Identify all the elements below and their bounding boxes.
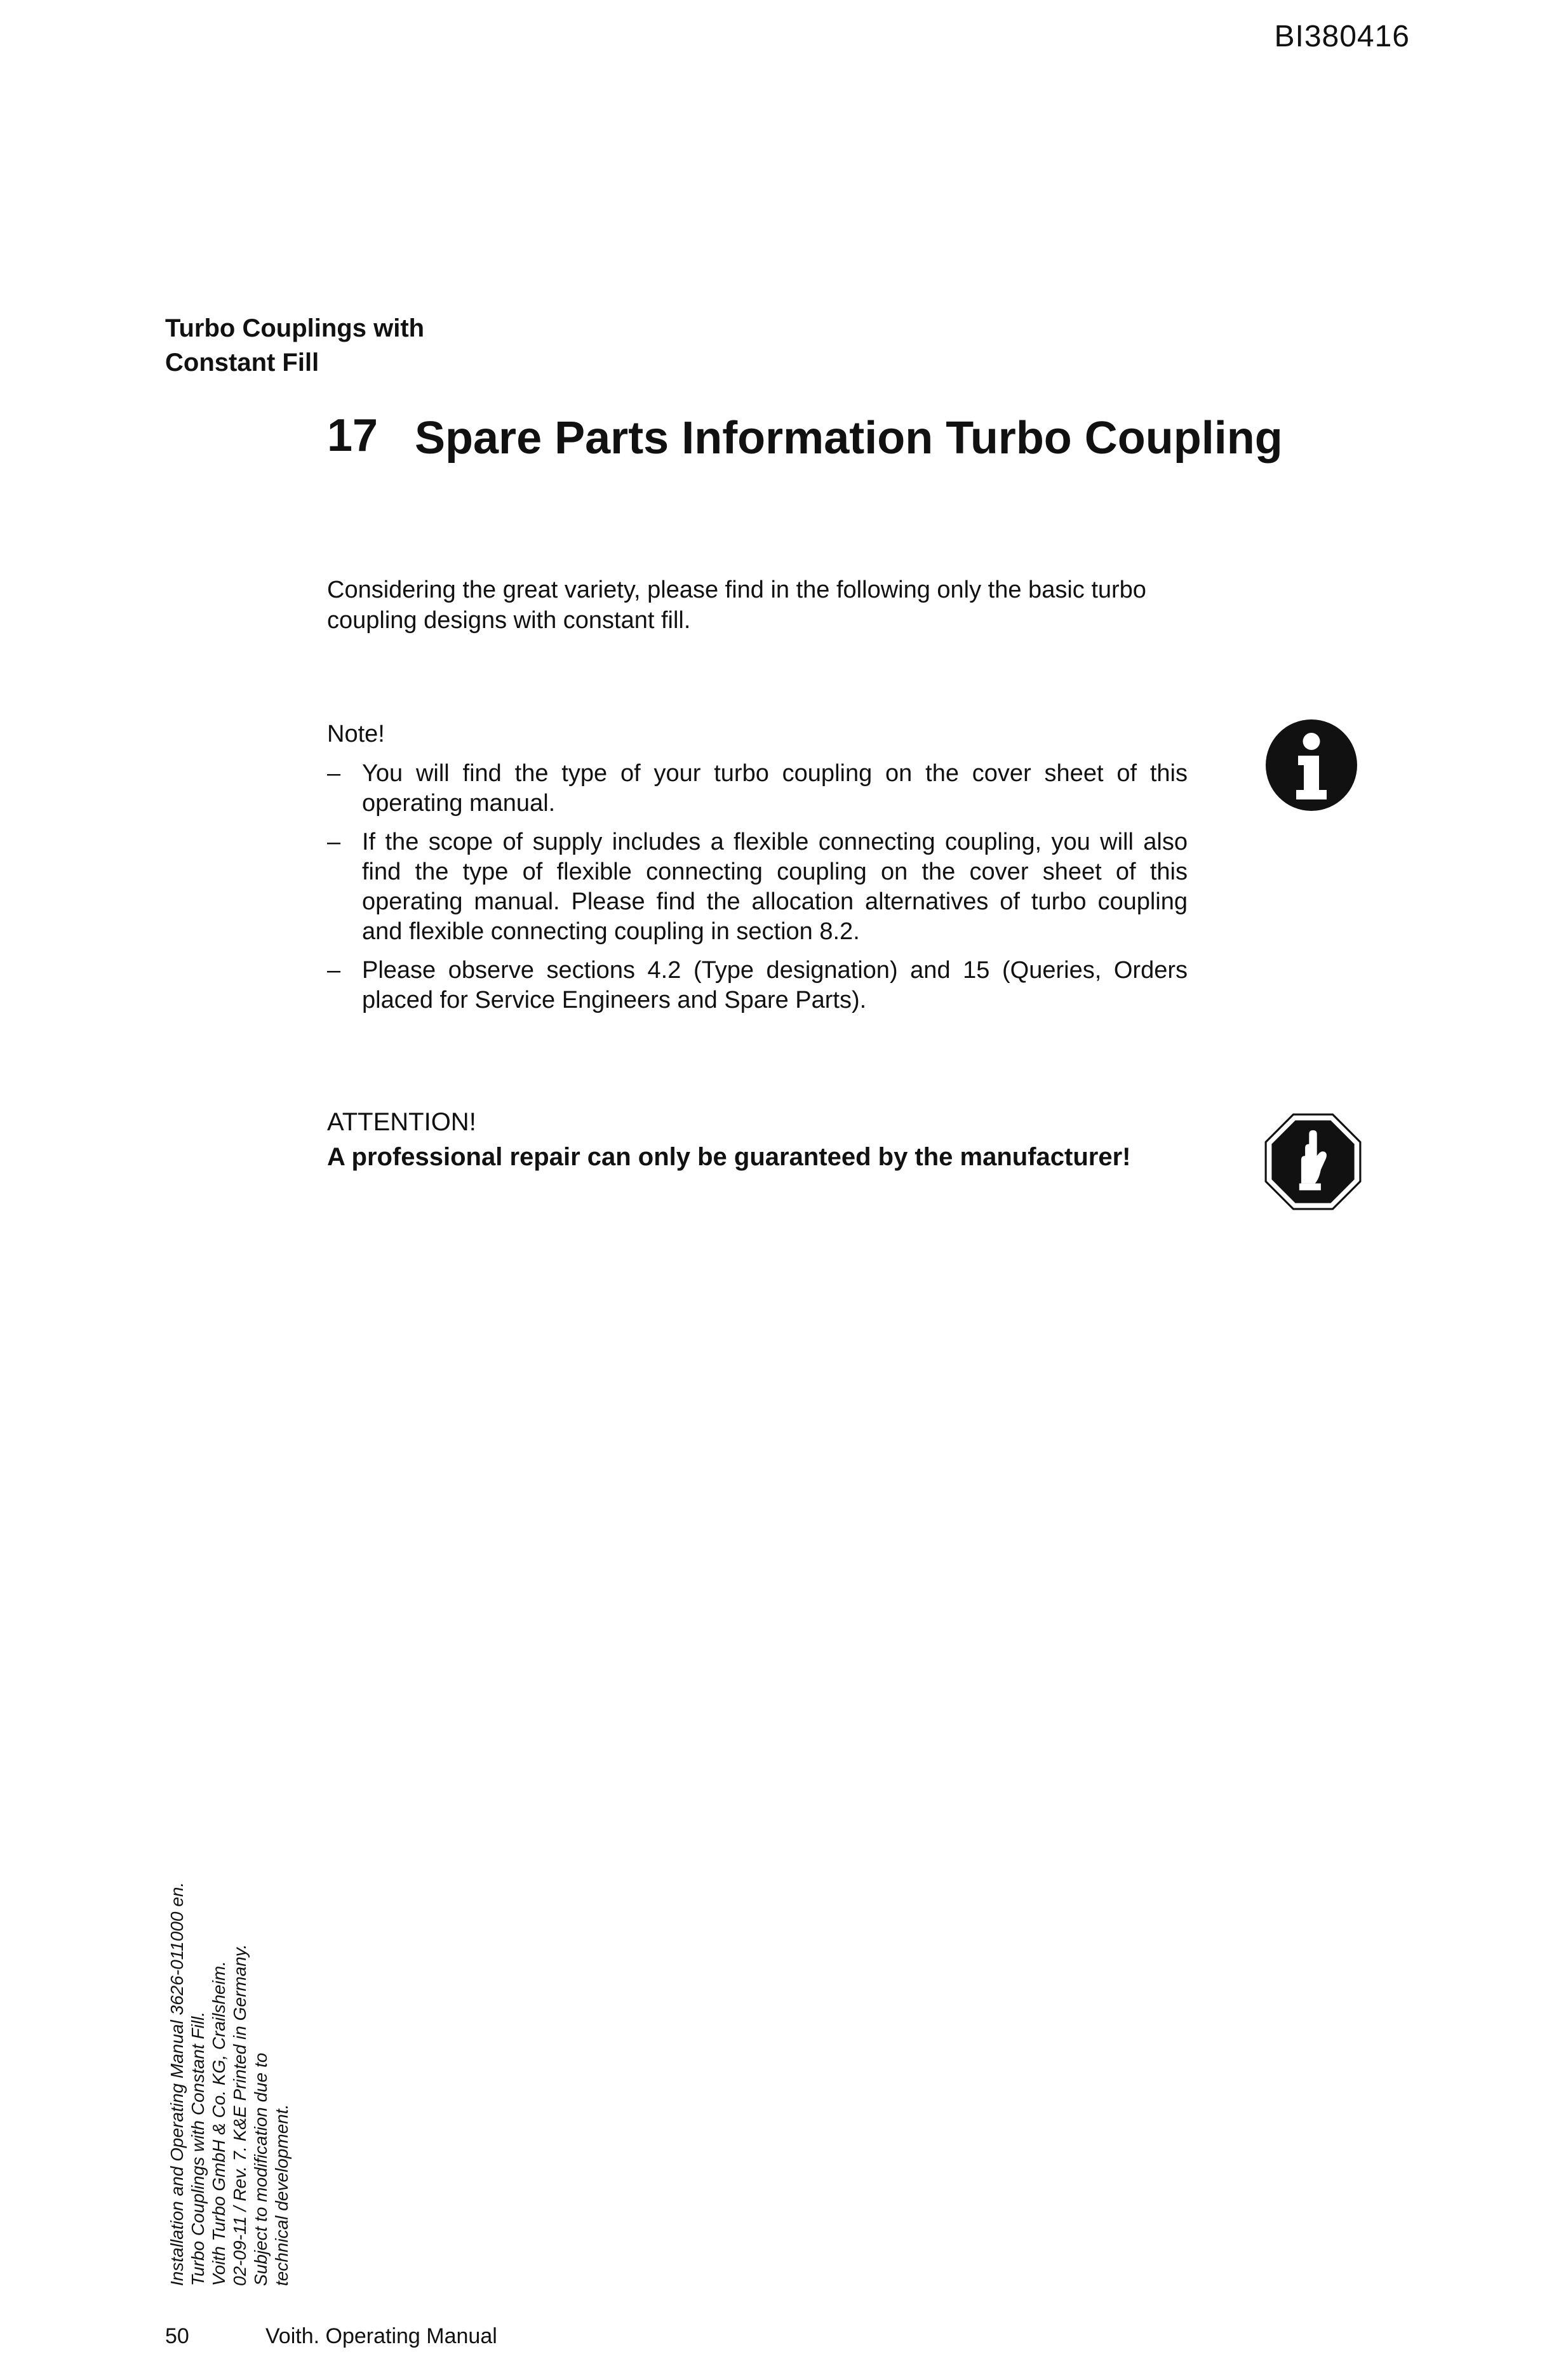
note-list <box>327 759 1188 1024</box>
imprint-line: 02-09-11 / Rev. 7. K&E Printed in Germany. <box>230 1944 250 2286</box>
note-item <box>327 759 1188 819</box>
document-id: BI380416 <box>1274 20 1410 53</box>
attention-text: A professional repair can only be guaranteed by the manufacturer! <box>327 1143 1131 1171</box>
chapter-number: 17 <box>327 410 379 461</box>
note-item <box>327 956 1188 1015</box>
footer-title: Voith. Operating Manual <box>265 2324 497 2348</box>
stop-hand-icon <box>1264 1113 1362 1211</box>
dash-bullet: – <box>327 829 341 855</box>
intro-paragraph: Considering the great variety, please find in the following only the basic turbo coupling designs with constant fill. <box>327 577 1146 634</box>
section-label-line2: Constant Fill <box>165 349 319 377</box>
dash-bullet: – <box>327 760 341 787</box>
note-item-text: You will find the type of your turbo coupling on the cover sheet of this operating manual. <box>362 760 1188 817</box>
imprint-text <box>166 1842 292 2286</box>
note-item-text: Please observe sections 4.2 (Type designation) and 15 (Queries, Orders placed for Service Engineers and Spare Parts). <box>362 957 1188 1013</box>
note-item <box>327 827 1188 947</box>
imprint-line: Turbo Couplings with Constant Fill. <box>188 2011 208 2286</box>
dash-bullet: – <box>327 957 341 984</box>
imprint-line: Subject to modification due to <box>251 2052 271 2286</box>
page-number: 50 <box>165 2324 189 2348</box>
chapter-title: Spare Parts Information Turbo Coupling <box>415 413 1283 464</box>
note-heading: Note! <box>327 721 385 747</box>
note-item-text: If the scope of supply includes a flexible connecting coupling, you will also find the type of flexible connecting coupling on the cover sheet of this operating manual. Please find the allocation alternatives of turbo coupling and flexible connecting coupling in section 8.2. <box>362 829 1188 945</box>
attention-heading: ATTENTION! <box>327 1108 476 1136</box>
section-label-line1: Turbo Couplings with <box>165 314 425 342</box>
imprint-line: technical development. <box>272 2104 291 2286</box>
imprint-line: Installation and Operating Manual 3626-011000 en. <box>167 1882 187 2286</box>
imprint-line: Voith Turbo GmbH & Co. KG, Crailsheim. <box>209 1961 229 2286</box>
info-icon <box>1264 718 1359 813</box>
section-label <box>165 311 424 380</box>
